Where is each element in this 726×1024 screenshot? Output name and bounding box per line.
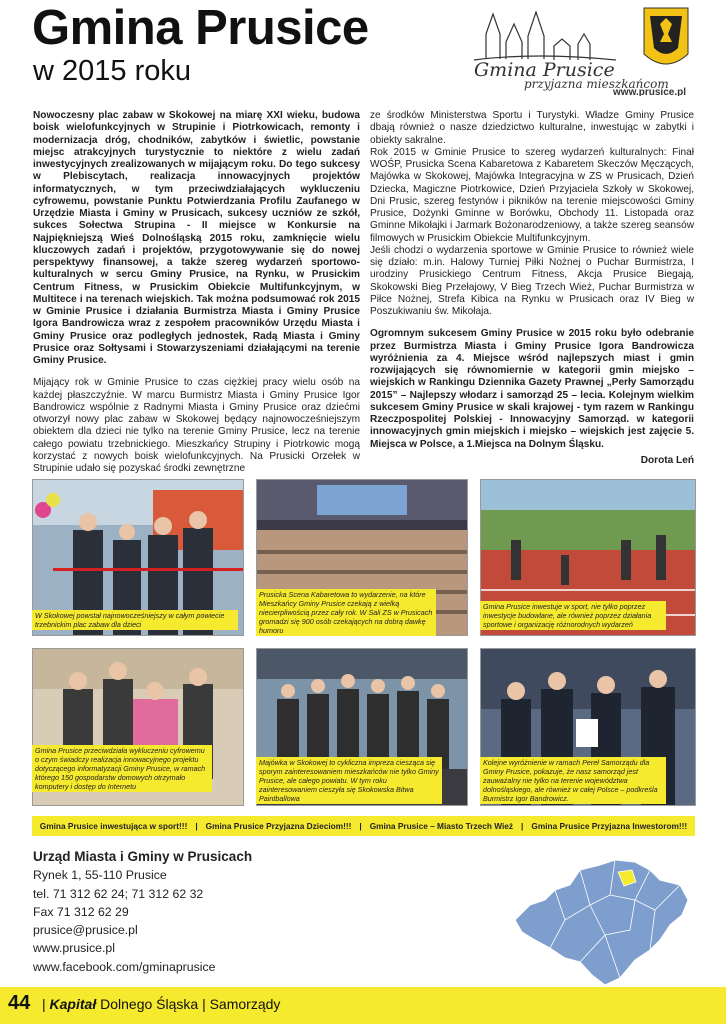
article-left-column: [33, 110, 360, 485]
photo-caption: Majówka w Skokowej to cykliczna impreza ciesząca się sporym zainteresowaniem mieszkańców nie tylko Gminy Prusice, ale całego powiatu. W tym roku zainteresowaniem cieszyła się Skokowska Bitwa Paintballowa: [256, 757, 442, 804]
photo-caption: Gmina Prusice przeciwdziała wykluczeniu cyfrowemu o czym świadczy realizacja innowacyjnego projektu dotyczącego informatyzacji Gminy Prusice, w ramach którego 150 gospodarstw domowych otrzymało komputery i dostęp do Internetu: [32, 745, 212, 792]
footer-brand: Kapitał: [49, 996, 97, 1012]
slogan-banner: [32, 816, 695, 836]
gmina-logo: [466, 4, 692, 96]
contact-name: Urząd Miasta i Gminy w Prusicach: [33, 849, 253, 864]
article-author: Dorota Leń: [640, 454, 694, 466]
slogan-separator: |: [359, 821, 362, 831]
contact-address: Rynek 1, 55-110 Prusice: [33, 868, 167, 883]
logo-text: Gmina Prusice: [474, 59, 615, 81]
page-number: 44: [8, 992, 31, 1014]
article-lead-paragraph: Nowoczesny plac zabaw w Skokowej na miarę XXI wieku, budowa boisk wielofunkcyjnych w Strupinie i Piotrkowicach, remonty i modernizacja dróg, chodników, zabytków i świetlic, powstanie miejsc atrakcyjnych turystycznie to niektóre z wielu zadań inwestycyjnych zrealizowanych w mijającym roku. Do tego sukcesy w Plebiscytach, realizacja innowacyjnych projektów informatycznych, w tym przeciwdziałających wykluczeniu cyfrowemu, powstanie Punktu Potwierdzania Profilu Zaufanego w Urzędzie Miasta i Gminy w Prusicach, sukcesy uczniów ze szkół, sukces Sołectwa Strupina - II miejsce w Konkursie na Najpiękniejszą Wieś Dolnośląską 2015 roku, zamknięcie wielu kluczowych zadań i projektów, przygotowywanie się do nowej perspektywy finansowej, a także szereg wydarzeń sportowo-kulturalnych w sercu Gminy Prusice, na Rynku, w Prusickim Centrum Fitness, w Prusickim Obiekcie Multifunkcyjnym, w Multitece i na terenach wiejskich. Tak można podsumować rok 2015 w Gminie Prusice i działania Burmistrza Miasta i Gminy Prusice Igora Bandrowicza wraz z zespołem pracowników Urzędu Miasta i Gminy Prusice oraz podległych jednostek, Radą Miasta i Gminy Prusice oraz Sołtysami i Stowarzyszeniami działającymi na terenie Gminy Prusice.: [33, 110, 360, 366]
article-paragraph: Rok 2015 w Gminie Prusice to szereg wydarzeń kulturalnych: Finał WOŚP, Prusicka Scena Kabaretowa z Kabaretem Skeczów Męczących, Majówka w Skokowej, Majówka Integracyjna w ZS w Prusicach, Dzień Dziecka, Magiczne Piotrkowice, Dzień Przyjaciela Szkoły w Skokowej, Dni Prusic, szereg festynów i pikników na terenie miejscowości Gminy Prusice, Dożynki Gminne w Borówku, Obchody 11. Listopada oraz Gminne Mikołajki i Jarmark Bożonarodzeniowy, a także szereg seansów filmowych w Prusickim Obiekcie Multifunkcyjnym.: [370, 146, 694, 244]
slogan: Gmina Prusice inwestująca w sport!!!: [39, 821, 188, 831]
photo-caption: Prusicka Scena Kabaretowa to wydarzenie, na które Mieszkańcy Gminy Prusice czekają z wielką niecierpliwością przez cały rok. W Sali ZS w Prusicach gromadzi się 900 osób czekających na dobrą dawkę humoru: [256, 589, 436, 636]
footer-separator: |: [42, 996, 46, 1012]
article-paragraph: Mijający rok w Gminie Prusice to czas ciężkiej pracy wielu osób na każdej płaszczyźnie. W marcu Burmistrz Miasta i Gminy Prusice Igor Bandrowicz wspólnie z Radnymi Miasta i Gminy Prusice oraz dziećmi otworzył nowy plac zabaw w Skokowej będący najnowocześniejszym obiektem dla dzieci nie tylko na terenie Gminy Prusice, lecz na terenie całego powiatu trzebnickiego. Mieszkańcy Strupiny i Piotrkowic mogą korzystać z nowych boisk wielofunkcyjnych. Na Prusicki Orzełek w Strupinie udało się pozyskać środki zewnętrzne: [33, 377, 360, 474]
slogan-separator: |: [195, 821, 198, 831]
slogan-separator: |: [521, 821, 524, 831]
contact-email[interactable]: prusice@prusice.pl: [33, 923, 138, 938]
article-paragraph: Jeśli chodzi o wydarzenia sportowe w Gminie Prusice to również wiele się działo: m.in. Halowy Turniej Piłki Nożnej o Puchar Burmistrza, I urodziny Prusickiego Centrum Fitness, Akcja Prusice Biegają, Skokowski Bieg Przełajowy, V Bieg Trzech Wież, Puchar Burmistrza w Piłce Nożnej, Strefa Kibica na Rynku w Prusicach oraz IV Bieg w Poszukiwaniu św. Mikołaja.: [370, 244, 694, 317]
footer-brand-rest: Dolnego Śląska: [100, 996, 199, 1012]
article-right-column: [370, 110, 694, 467]
contact-website[interactable]: www.prusice.pl: [33, 941, 116, 956]
slogan: Gmina Prusice Przyjazna Inwestorom!!!: [531, 821, 688, 831]
footer-publication: [42, 996, 280, 1012]
contact-fax: Fax 71 312 62 29: [33, 904, 129, 919]
article-highlight-paragraph: Ogromnym sukcesem Gminy Prusice w 2015 roku było odebranie przez Burmistrza Miasta i Gminy Prusice Igora Bandrowicza wyróżnienia za 4. Miejsce wśród najlepszych miast i gmin rozwijających się równomiernie w kategorii gmin miejsko – wiejskich w Rankingu Dziennika Gazety Prawnej „Perły Samorządu 2015” – Najlepszy włodarz i samorząd 25 – lecia. Kolejnym wielkim sukcesem Gminy Prusice w skali krajowej - tym razem w Rankingu Rzeczpospolitej Polskiej - Innowacyjny Samorząd. w kategorii innowacyjnych gmin miejskich i miejsko – wiejskich jest zajęcie 5. Miejsca w Polsce, a 1.Miejsca na Dolnym Śląsku.: [370, 328, 694, 450]
contact-facebook[interactable]: www.facebook.com/gminaprusice: [33, 959, 216, 974]
footer-separator: |: [202, 996, 206, 1012]
page-subtitle: w 2015 roku: [33, 55, 191, 87]
contact-phone: tel. 71 312 62 24; 71 312 62 32: [33, 886, 204, 901]
article-paragraph: ze środków Ministerstwa Sportu i Turystyki. Władze Gminy Prusice dbają również o nasze dziedzictwo kulturalne, inwestując w zabytki i obiekty sakralne.: [370, 110, 694, 146]
photo-caption: W Skokowej powstał najnowocześniejszy w całym powiecie trzebnickim plac zabaw dla dzieci: [32, 610, 238, 630]
region-map: [510, 850, 695, 990]
logo-tagline: przyjazna mieszkańcom: [524, 77, 669, 91]
slogan: Gmina Prusice – Miasto Trzech Wież: [369, 821, 514, 831]
contact-block: [33, 848, 252, 976]
footer-section: Samorządy: [209, 996, 281, 1012]
logo-url: www.prusice.pl: [613, 87, 686, 96]
photo-caption: Gmina Prusice inwestuje w sport, nie tylko poprzez inwestycje budowlane, ale również poprzez działania sportowe i organizację różnorodnych wydarzeń: [480, 601, 666, 630]
page-title: Gmina Prusice: [32, 1, 369, 55]
photo-caption: Kolejne wyróżnienie w ramach Pereł Samorządu dla Gminy Prusice, pokazuje, że nasz samorząd jest zauważalny nie tylko na terenie województwa dolnośląskiego, ale również w całej Polsce – podkreśla Burmistrz Igor Bandrowicz.: [480, 757, 666, 804]
slogan: Gmina Prusice Przyjazna Dzieciom!!!: [205, 821, 352, 831]
